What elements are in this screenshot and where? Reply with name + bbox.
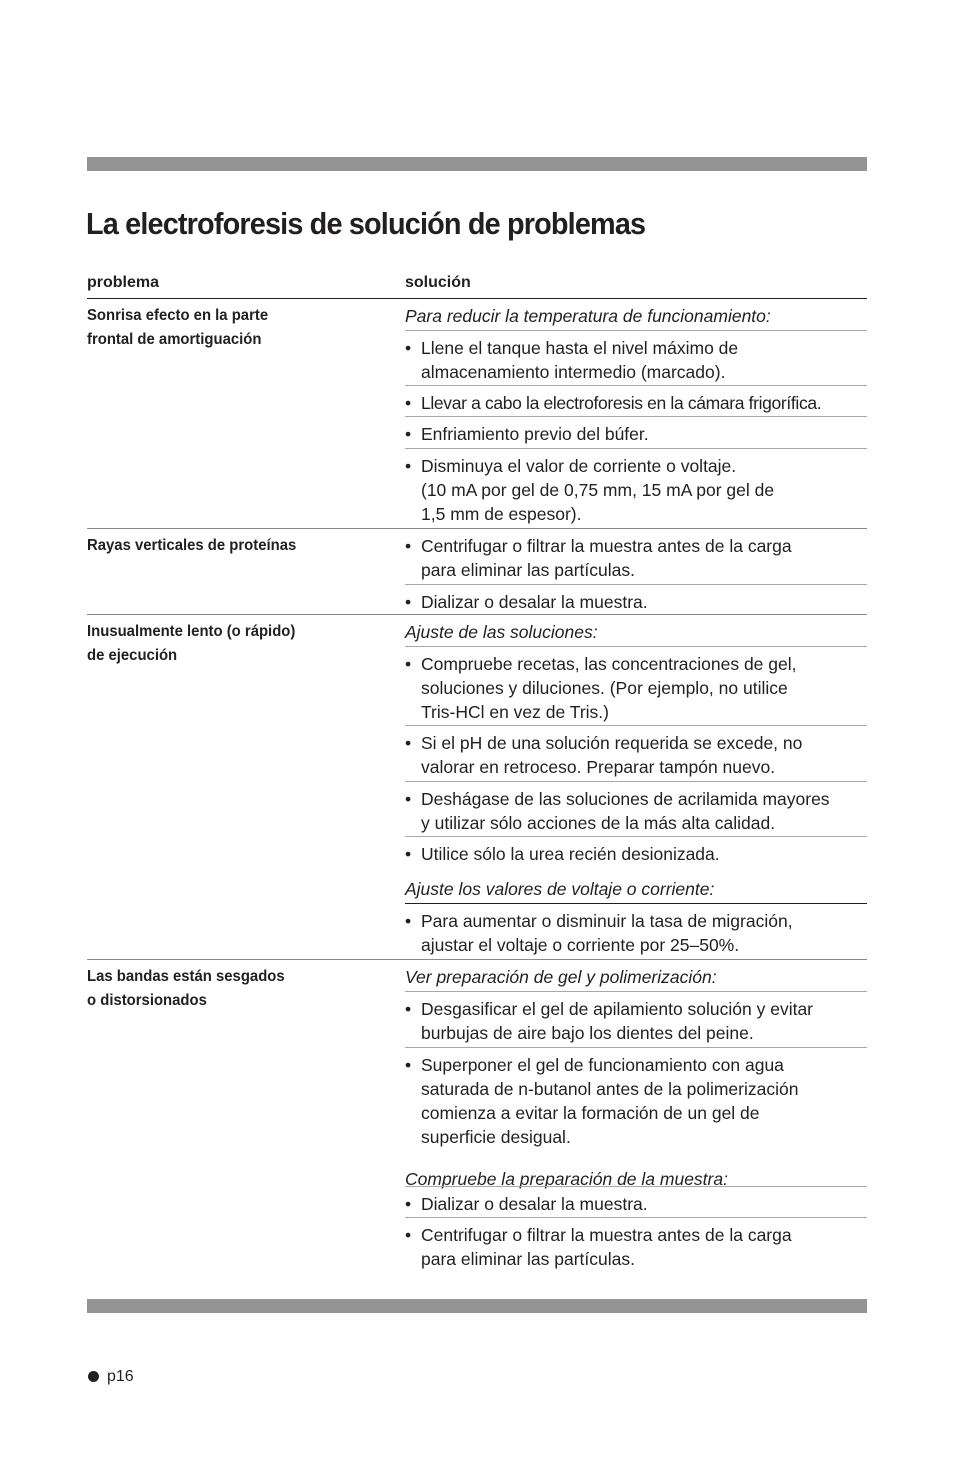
column-header-problem: problema: [87, 274, 160, 291]
table-section: [87, 614, 867, 955]
solution-heading: Ajuste de las soluciones:: [405, 622, 598, 642]
problem-cell: Sonrisa efecto en la parte frontal de amortiguación: [87, 307, 269, 348]
problem-cell: Las bandas están sesgados o distorsionados: [87, 968, 285, 1009]
solution-item: • Disminuya el valor de corriente o voltaje. (10 mA por gel de 0,75 mm, 15 mA por gel de 1,5 mm de espesor).: [405, 448, 867, 526]
solution-heading: Compruebe la preparación de la muestra:: [405, 1169, 728, 1189]
solution-heading: Ver preparación de gel y polimerización:: [405, 967, 717, 987]
column-header-solution: solución: [405, 274, 471, 291]
solution-item: • Desgasificar el gel de apilamiento solución y evitar burbujas de aire bajo los dientes del peine.: [405, 991, 867, 1045]
problem-cell: Rayas verticales de proteínas: [87, 537, 297, 554]
page-number: p16: [107, 1368, 134, 1385]
solution-item: • Enfriamiento previo del búfer.: [405, 416, 867, 446]
problem-cell: Inusualmente lento (o rápido) de ejecución: [87, 623, 296, 664]
solution-heading: Para reducir la temperatura de funcionamiento:: [405, 306, 771, 326]
bottom-rule: [87, 1299, 867, 1313]
bullet-dot-icon: [88, 1371, 99, 1382]
solution-item: • Compruebe recetas, las concentraciones de gel, soluciones y diluciones. (Por ejemplo, no utilice Tris-HCl en vez de Tris.): [405, 646, 867, 724]
table-section: [87, 959, 867, 1269]
solution-item: • Dializar o desalar la muestra.: [405, 584, 867, 614]
solution-item: • Si el pH de una solución requerida se excede, no valorar en retroceso. Preparar tampón nuevo.: [405, 725, 867, 779]
solution-item: • Utilice sólo la urea recién desionizada.: [405, 836, 867, 866]
page-title: La electroforesis de solución de problemas: [86, 206, 646, 241]
solution-heading: Ajuste los valores de voltaje o corriente:: [405, 879, 715, 899]
top-rule: [87, 157, 867, 171]
solution-item: • Para aumentar o disminuir la tasa de migración, ajustar el voltaje o corriente por 25–50%.: [405, 903, 867, 957]
page-footer: [88, 1368, 134, 1386]
solution-item: • Dializar o desalar la muestra.: [405, 1186, 867, 1216]
solution-item: • Llene el tanque hasta el nivel máximo de almacenamiento intermedio (marcado).: [405, 330, 867, 384]
solution-item: • Centrifugar o filtrar la muestra antes de la carga para eliminar las partículas.: [405, 529, 867, 582]
solution-item: • Llevar a cabo la electroforesis en la cámara frigorífica.: [405, 385, 867, 415]
solution-item: • Superponer el gel de funcionamiento con agua saturada de n-butanol antes de la polimerización comienza a evitar la formación de un gel de superficie desigual.: [405, 1047, 867, 1149]
solution-item: • Centrifugar o filtrar la muestra antes de la carga para eliminar las partículas.: [405, 1217, 867, 1271]
table-section: [87, 528, 867, 612]
solution-item: • Deshágase de las soluciones de acrilamida mayores y utilizar sólo acciones de la más alta calidad.: [405, 781, 867, 835]
